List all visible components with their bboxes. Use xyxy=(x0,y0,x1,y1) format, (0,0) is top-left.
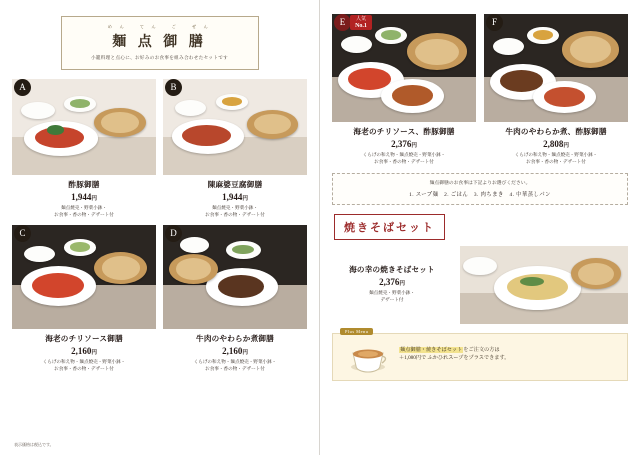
item-badge: A xyxy=(14,79,31,96)
page-title-plaque xyxy=(61,16,259,70)
item-badge: F xyxy=(486,14,503,31)
dish-desc: 麺点焼売・野菜小鉢・ デザート付 xyxy=(369,289,415,302)
right-page xyxy=(320,0,640,455)
dish-photo xyxy=(484,14,628,122)
yakisoba-item[interactable] xyxy=(332,246,628,324)
item-badge: E xyxy=(334,14,351,31)
dish-desc: くらげの和え物・麺点焼売・野菜小鉢・ お食事・香の物・デザート付 xyxy=(193,358,277,371)
plus-menu-line2: ＋1,080円で ふかひれスープをプラスできます。 xyxy=(399,355,510,362)
dish-caption xyxy=(163,333,307,373)
menu-item-f[interactable] xyxy=(484,14,628,166)
plus-menu-highlight: 麺点御膳・焼きそばセット xyxy=(400,346,463,353)
dish-caption xyxy=(332,126,476,166)
menu-item-b[interactable] xyxy=(163,79,307,219)
dish-photo xyxy=(12,225,156,329)
dish-name: 海の幸の焼きそばセット xyxy=(349,264,435,274)
dish-caption xyxy=(163,179,307,219)
meal-choice-box xyxy=(332,173,628,205)
tax-footnote: 表示価格は税込です。 xyxy=(14,442,54,447)
popularity-badge xyxy=(350,15,372,30)
dish-caption xyxy=(12,333,156,373)
plus-menu-banner xyxy=(332,328,628,381)
dish-price: 2,160円 xyxy=(222,345,248,356)
dish-desc: くらげの和え物・麺点焼売・野菜小鉢・ お食事・香の物・デザート付 xyxy=(42,358,126,371)
dish-desc: くらげの和え物・麺点焼売・野菜小鉢・ お食事・香の物・デザート付 xyxy=(362,152,446,164)
meal-choice-title: 麺点御膳のお食事は下記よりお選びください。 xyxy=(429,180,531,186)
menu-item-c[interactable] xyxy=(12,225,156,373)
dish-price: 1,944円 xyxy=(222,192,248,202)
dish-caption xyxy=(484,126,628,166)
dish-name: 牛肉のやわらか煮、酢豚御膳 xyxy=(505,127,607,136)
dish-name: 海老のチリソース御膳 xyxy=(45,333,123,343)
yakisoba-photo xyxy=(460,246,628,324)
dish-photo xyxy=(163,225,307,329)
dish-photo xyxy=(12,79,156,175)
plus-menu-text xyxy=(399,346,619,363)
dish-name: 酢豚御膳 xyxy=(68,180,100,189)
yakisoba-caption xyxy=(332,246,452,304)
menu-item-a[interactable] xyxy=(12,79,156,219)
dish-caption xyxy=(12,179,156,219)
dish-name: 海老のチリソース、酢豚御膳 xyxy=(353,127,455,136)
title-furigana: めん てん ご ぜん xyxy=(107,24,216,29)
popularity-rank: No.1 xyxy=(355,23,367,29)
menu-item-e[interactable] xyxy=(332,14,476,166)
dish-desc: 麺点焼売・野菜小鉢・ お食事・香の物・デザート付 xyxy=(54,205,114,217)
item-badge: B xyxy=(165,79,182,96)
item-badge: C xyxy=(14,225,31,242)
item-badge: D xyxy=(165,225,182,242)
meal-choice-options: 1. スープ麺 2. ごはん 3. 肉ちまき 4. 中華蒸しパン xyxy=(409,191,551,198)
dish-name: 陳麻婆豆腐御膳 xyxy=(207,180,263,189)
dish-price: 1,944円 xyxy=(71,192,97,202)
dish-name: 牛肉のやわらか煮御膳 xyxy=(196,333,274,343)
popularity-prefix: 人気 xyxy=(355,17,366,22)
soup-cup-icon xyxy=(347,343,391,373)
dish-price: 2,376円 xyxy=(379,276,405,287)
dish-photo xyxy=(332,14,476,122)
page-title: 麺 点 御 膳 xyxy=(112,35,207,50)
menu-grid-right xyxy=(332,14,628,166)
yakisoba-section-heading: 焼きそばセット xyxy=(334,214,445,240)
dish-desc: くらげの和え物・麺点焼売・野菜小鉢・ お食事・香の物・デザート付 xyxy=(514,152,598,164)
plus-menu-tag: Plus Menu xyxy=(340,328,373,335)
left-page xyxy=(0,0,319,455)
menu-grid-left xyxy=(12,79,307,373)
dish-photo xyxy=(163,79,307,175)
dish-price: 2,160円 xyxy=(71,345,97,356)
dish-price: 2,376円 xyxy=(391,139,417,149)
plus-menu-line1-rest: をご注文の方は xyxy=(463,346,500,353)
page-subtitle: 小籠料理と点心に、お好みのお食事を組み合わせたセットです xyxy=(90,55,229,60)
menu-item-d[interactable] xyxy=(163,225,307,373)
dish-price: 2,808円 xyxy=(543,139,569,149)
dish-desc: 麺点焼売・野菜小鉢・ お食事・香の物・デザート付 xyxy=(205,205,265,217)
